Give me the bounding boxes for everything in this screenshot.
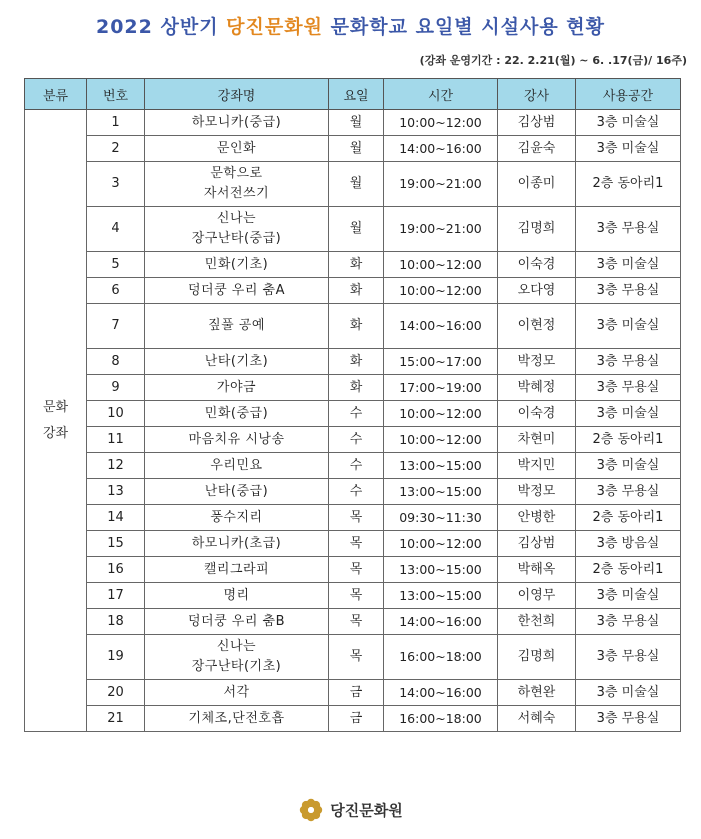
teacher-cell: 이현정 — [498, 304, 576, 349]
header-category: 분류 — [25, 79, 87, 110]
teacher-cell: 이종미 — [498, 162, 576, 207]
day-cell: 목 — [329, 583, 384, 609]
header-teacher: 강사 — [498, 79, 576, 110]
table-row — [25, 162, 681, 207]
row-number: 21 — [87, 706, 145, 732]
teacher-cell: 차현미 — [498, 427, 576, 453]
teacher-cell: 김윤숙 — [498, 136, 576, 162]
time-cell: 10:00~12:00 — [384, 401, 498, 427]
course-name: 신나는 장구난타(중급) — [145, 207, 329, 252]
teacher-cell: 이영무 — [498, 583, 576, 609]
row-number: 18 — [87, 609, 145, 635]
teacher-cell: 한천희 — [498, 609, 576, 635]
course-name: 덩더쿵 우리 춤A — [145, 278, 329, 304]
teacher-cell: 박해옥 — [498, 557, 576, 583]
room-cell: 2층 동아리1 — [576, 162, 681, 207]
room-cell: 3층 무용실 — [576, 635, 681, 680]
course-name: 난타(중급) — [145, 479, 329, 505]
table-row — [25, 635, 681, 680]
organization-name: 당진문화원 — [330, 801, 403, 820]
room-cell: 3층 무용실 — [576, 375, 681, 401]
time-cell: 19:00~21:00 — [384, 207, 498, 252]
time-cell: 16:00~18:00 — [384, 706, 498, 732]
table-row — [25, 706, 681, 732]
header-time: 시간 — [384, 79, 498, 110]
row-number: 7 — [87, 304, 145, 349]
course-name: 하모니카(초급) — [145, 531, 329, 557]
teacher-cell: 이숙경 — [498, 401, 576, 427]
table-row — [25, 557, 681, 583]
table-row — [25, 505, 681, 531]
table-row — [25, 401, 681, 427]
room-cell: 2층 동아리1 — [576, 557, 681, 583]
teacher-cell: 김명희 — [498, 207, 576, 252]
room-cell: 3층 무용실 — [576, 609, 681, 635]
header-row — [25, 79, 681, 110]
teacher-cell: 김상범 — [498, 110, 576, 136]
table-row — [25, 110, 681, 136]
day-cell: 금 — [329, 680, 384, 706]
row-number: 11 — [87, 427, 145, 453]
course-name: 민화(중급) — [145, 401, 329, 427]
course-name: 가야금 — [145, 375, 329, 401]
room-cell: 3층 미술실 — [576, 110, 681, 136]
teacher-cell: 김상범 — [498, 531, 576, 557]
row-number: 2 — [87, 136, 145, 162]
day-cell: 목 — [329, 531, 384, 557]
course-name: 덩더쿵 우리 춤B — [145, 609, 329, 635]
course-name: 하모니카(중급) — [145, 110, 329, 136]
row-number: 20 — [87, 680, 145, 706]
table-row — [25, 531, 681, 557]
header-course: 강좌명 — [145, 79, 329, 110]
table-row — [25, 680, 681, 706]
teacher-cell: 서혜숙 — [498, 706, 576, 732]
course-name: 민화(기초) — [145, 252, 329, 278]
day-cell: 수 — [329, 453, 384, 479]
header-day: 요일 — [329, 79, 384, 110]
table-row — [25, 375, 681, 401]
time-cell: 13:00~15:00 — [384, 479, 498, 505]
day-cell: 목 — [329, 609, 384, 635]
room-cell: 2층 동아리1 — [576, 427, 681, 453]
schedule-table — [24, 78, 681, 732]
teacher-cell: 하현완 — [498, 680, 576, 706]
room-cell: 3층 무용실 — [576, 278, 681, 304]
room-cell: 3층 무용실 — [576, 479, 681, 505]
time-cell: 14:00~16:00 — [384, 680, 498, 706]
period-subtitle: (강좌 운영기간 : 22. 2.21(월) ~ 6. .17(금)/ 16주) — [419, 54, 687, 67]
course-name: 문학으로 자서전쓰기 — [145, 162, 329, 207]
row-number: 17 — [87, 583, 145, 609]
table-row — [25, 609, 681, 635]
table-row — [25, 453, 681, 479]
teacher-cell: 박정모 — [498, 349, 576, 375]
row-number: 8 — [87, 349, 145, 375]
page-title: 2022 상반기 당진문화원 문화학교 요일별 시설사용 현황 — [95, 16, 606, 38]
table-row — [25, 136, 681, 162]
category-cell: 문화 강좌 — [25, 110, 87, 732]
table-row — [25, 349, 681, 375]
course-name: 풍수지리 — [145, 505, 329, 531]
room-cell: 3층 무용실 — [576, 207, 681, 252]
time-cell: 13:00~15:00 — [384, 557, 498, 583]
room-cell: 3층 미술실 — [576, 680, 681, 706]
time-cell: 16:00~18:00 — [384, 635, 498, 680]
row-number: 3 — [87, 162, 145, 207]
day-cell: 목 — [329, 557, 384, 583]
room-cell: 3층 무용실 — [576, 349, 681, 375]
day-cell: 화 — [329, 278, 384, 304]
course-name: 마음치유 시낭송 — [145, 427, 329, 453]
time-cell: 17:00~19:00 — [384, 375, 498, 401]
time-cell: 19:00~21:00 — [384, 162, 498, 207]
teacher-cell: 김명희 — [498, 635, 576, 680]
time-cell: 10:00~12:00 — [384, 427, 498, 453]
time-cell: 14:00~16:00 — [384, 136, 498, 162]
teacher-cell: 이숙경 — [498, 252, 576, 278]
room-cell: 3층 방음실 — [576, 531, 681, 557]
course-name: 짚풀 공예 — [145, 304, 329, 349]
teacher-cell: 안병한 — [498, 505, 576, 531]
time-cell: 09:30~11:30 — [384, 505, 498, 531]
teacher-cell: 박지민 — [498, 453, 576, 479]
room-cell: 2층 동아리1 — [576, 505, 681, 531]
day-cell: 수 — [329, 401, 384, 427]
header-number: 번호 — [87, 79, 145, 110]
time-cell: 13:00~15:00 — [384, 453, 498, 479]
room-cell: 3층 미술실 — [576, 252, 681, 278]
teacher-cell: 오다영 — [498, 278, 576, 304]
day-cell: 월 — [329, 162, 384, 207]
table-row — [25, 252, 681, 278]
row-number: 4 — [87, 207, 145, 252]
time-cell: 14:00~16:00 — [384, 304, 498, 349]
time-cell: 14:00~16:00 — [384, 609, 498, 635]
row-number: 15 — [87, 531, 145, 557]
time-cell: 10:00~12:00 — [384, 110, 498, 136]
row-number: 10 — [87, 401, 145, 427]
room-cell: 3층 무용실 — [576, 706, 681, 732]
time-cell: 15:00~17:00 — [384, 349, 498, 375]
flower-logo-icon — [298, 797, 324, 823]
teacher-cell: 박정모 — [498, 479, 576, 505]
day-cell: 수 — [329, 479, 384, 505]
day-cell: 수 — [329, 427, 384, 453]
row-number: 19 — [87, 635, 145, 680]
room-cell: 3층 미술실 — [576, 304, 681, 349]
table-row — [25, 479, 681, 505]
course-name: 기체조,단전호흡 — [145, 706, 329, 732]
table-row — [25, 304, 681, 349]
day-cell: 금 — [329, 706, 384, 732]
row-number: 12 — [87, 453, 145, 479]
time-cell: 13:00~15:00 — [384, 583, 498, 609]
row-number: 9 — [87, 375, 145, 401]
day-cell: 화 — [329, 349, 384, 375]
table-row — [25, 427, 681, 453]
day-cell: 화 — [329, 375, 384, 401]
time-cell: 10:00~12:00 — [384, 252, 498, 278]
footer — [0, 797, 701, 823]
row-number: 6 — [87, 278, 145, 304]
day-cell: 월 — [329, 207, 384, 252]
table-row — [25, 278, 681, 304]
course-name: 캘리그라피 — [145, 557, 329, 583]
time-cell: 10:00~12:00 — [384, 278, 498, 304]
table-row — [25, 583, 681, 609]
room-cell: 3층 미술실 — [576, 583, 681, 609]
course-name: 서각 — [145, 680, 329, 706]
day-cell: 화 — [329, 252, 384, 278]
day-cell: 월 — [329, 110, 384, 136]
course-name: 신나는 장구난타(기초) — [145, 635, 329, 680]
teacher-cell: 박혜정 — [498, 375, 576, 401]
row-number: 14 — [87, 505, 145, 531]
course-name: 난타(기초) — [145, 349, 329, 375]
day-cell: 월 — [329, 136, 384, 162]
row-number: 5 — [87, 252, 145, 278]
time-cell: 10:00~12:00 — [384, 531, 498, 557]
row-number: 1 — [87, 110, 145, 136]
room-cell: 3층 미술실 — [576, 136, 681, 162]
course-name: 문인화 — [145, 136, 329, 162]
day-cell: 화 — [329, 304, 384, 349]
row-number: 16 — [87, 557, 145, 583]
header-room: 사용공간 — [576, 79, 681, 110]
row-number: 13 — [87, 479, 145, 505]
day-cell: 목 — [329, 635, 384, 680]
room-cell: 3층 미술실 — [576, 453, 681, 479]
course-name: 우리민요 — [145, 453, 329, 479]
table-row — [25, 207, 681, 252]
room-cell: 3층 미술실 — [576, 401, 681, 427]
day-cell: 목 — [329, 505, 384, 531]
course-name: 명리 — [145, 583, 329, 609]
